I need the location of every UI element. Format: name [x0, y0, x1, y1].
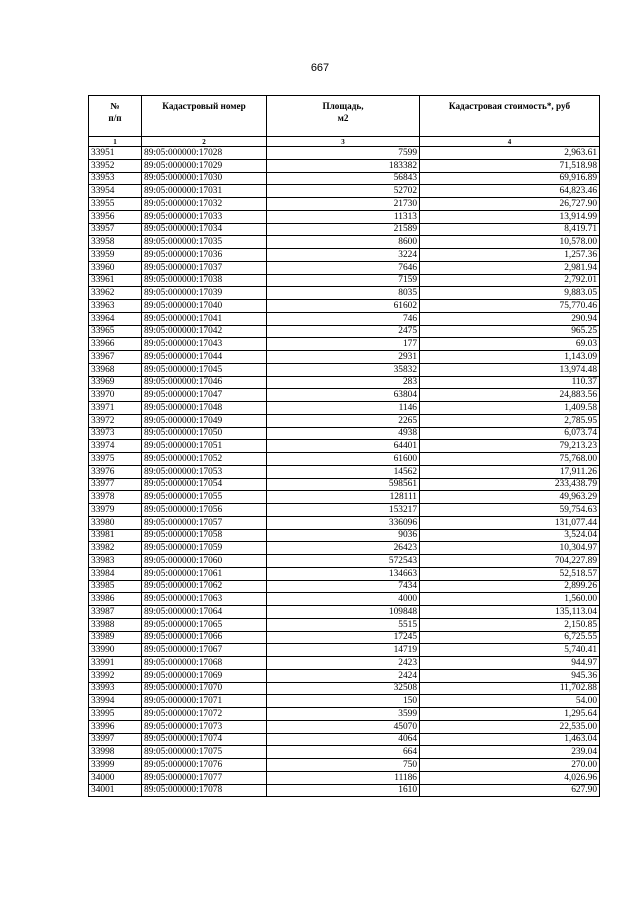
cell-index: 33971 — [89, 402, 142, 415]
table-row — [89, 580, 600, 593]
cell-area: 2265 — [267, 414, 420, 427]
table-row — [89, 376, 600, 389]
cell-cadastral-number: 89:05:000000:17059 — [142, 542, 267, 555]
cell-cadastral-value: 10,304.97 — [420, 542, 600, 555]
cell-cadastral-value: 2,792.01 — [420, 274, 600, 287]
table-row — [89, 644, 600, 657]
cell-cadastral-value: 13,974.48 — [420, 363, 600, 376]
cell-cadastral-number: 89:05:000000:17046 — [142, 376, 267, 389]
cell-index: 33985 — [89, 580, 142, 593]
column-number: 1 — [89, 137, 142, 147]
cell-cadastral-value: 2,899.26 — [420, 580, 600, 593]
cell-cadastral-value: 69,916.89 — [420, 172, 600, 185]
cell-cadastral-number: 89:05:000000:17074 — [142, 733, 267, 746]
cell-area: 7599 — [267, 147, 420, 160]
table-row — [89, 759, 600, 772]
cell-cadastral-number: 89:05:000000:17054 — [142, 478, 267, 491]
table-row — [89, 185, 600, 198]
cell-cadastral-number: 89:05:000000:17032 — [142, 198, 267, 211]
cell-cadastral-number: 89:05:000000:17068 — [142, 657, 267, 670]
table-row — [89, 300, 600, 313]
cell-cadastral-value: 49,963.29 — [420, 491, 600, 504]
column-number-row — [89, 137, 600, 147]
cell-area: 14719 — [267, 644, 420, 657]
cell-index: 33966 — [89, 338, 142, 351]
cell-cadastral-value: 22,535.00 — [420, 720, 600, 733]
header-cadastral-value: Кадастровая стоимость*, руб — [420, 96, 600, 137]
cell-index: 33975 — [89, 453, 142, 466]
cell-area: 750 — [267, 759, 420, 772]
cell-index: 33970 — [89, 389, 142, 402]
cell-cadastral-value: 110.37 — [420, 376, 600, 389]
cell-area: 7434 — [267, 580, 420, 593]
cell-cadastral-number: 89:05:000000:17041 — [142, 312, 267, 325]
cell-cadastral-value: 5,740.41 — [420, 644, 600, 657]
cell-cadastral-number: 89:05:000000:17039 — [142, 287, 267, 300]
cell-cadastral-number: 89:05:000000:17035 — [142, 236, 267, 249]
cell-area: 32508 — [267, 682, 420, 695]
cell-area: 45070 — [267, 720, 420, 733]
cell-cadastral-number: 89:05:000000:17058 — [142, 529, 267, 542]
table-row — [89, 682, 600, 695]
cell-area: 3224 — [267, 249, 420, 262]
cell-index: 33990 — [89, 644, 142, 657]
table-row — [89, 223, 600, 236]
cell-cadastral-value: 944.97 — [420, 657, 600, 670]
cell-cadastral-value: 6,725.55 — [420, 631, 600, 644]
cell-index: 33954 — [89, 185, 142, 198]
table-row — [89, 542, 600, 555]
cell-area: 746 — [267, 312, 420, 325]
cell-cadastral-value: 1,409.58 — [420, 402, 600, 415]
cell-index: 33979 — [89, 504, 142, 517]
cell-cadastral-number: 89:05:000000:17047 — [142, 389, 267, 402]
cell-index: 33968 — [89, 363, 142, 376]
table-row — [89, 325, 600, 338]
cell-cadastral-number: 89:05:000000:17063 — [142, 593, 267, 606]
table-row — [89, 491, 600, 504]
cell-cadastral-value: 11,702.88 — [420, 682, 600, 695]
table-row — [89, 351, 600, 364]
cell-index: 33986 — [89, 593, 142, 606]
table-row — [89, 695, 600, 708]
table-row — [89, 504, 600, 517]
cell-cadastral-value: 2,150.85 — [420, 618, 600, 631]
table-row — [89, 414, 600, 427]
header-area: Площадь, м2 — [267, 96, 420, 137]
cell-cadastral-value: 52,518.57 — [420, 567, 600, 580]
cell-cadastral-number: 89:05:000000:17036 — [142, 249, 267, 262]
table-row — [89, 210, 600, 223]
cell-area: 61600 — [267, 453, 420, 466]
cell-cadastral-number: 89:05:000000:17031 — [142, 185, 267, 198]
cell-area: 128111 — [267, 491, 420, 504]
cell-cadastral-number: 89:05:000000:17038 — [142, 274, 267, 287]
table-row — [89, 771, 600, 784]
cell-area: 572543 — [267, 555, 420, 568]
cell-index: 33959 — [89, 249, 142, 262]
cell-index: 33996 — [89, 720, 142, 733]
cell-cadastral-value: 1,295.64 — [420, 708, 600, 721]
cell-cadastral-number: 89:05:000000:17042 — [142, 325, 267, 338]
cell-cadastral-value: 8,419.71 — [420, 223, 600, 236]
cell-cadastral-number: 89:05:000000:17049 — [142, 414, 267, 427]
cell-cadastral-number: 89:05:000000:17071 — [142, 695, 267, 708]
table-row — [89, 708, 600, 721]
table-row — [89, 478, 600, 491]
cell-area: 1146 — [267, 402, 420, 415]
cell-cadastral-number: 89:05:000000:17050 — [142, 427, 267, 440]
cell-index: 33951 — [89, 147, 142, 160]
cell-cadastral-value: 64,823.46 — [420, 185, 600, 198]
cell-cadastral-number: 89:05:000000:17048 — [142, 402, 267, 415]
cell-cadastral-value: 965.25 — [420, 325, 600, 338]
cell-area: 11186 — [267, 771, 420, 784]
table-row — [89, 172, 600, 185]
cell-cadastral-value: 704,227.89 — [420, 555, 600, 568]
cell-cadastral-number: 89:05:000000:17072 — [142, 708, 267, 721]
cell-area: 17245 — [267, 631, 420, 644]
cell-area: 2424 — [267, 669, 420, 682]
cell-index: 33992 — [89, 669, 142, 682]
cell-cadastral-number: 89:05:000000:17043 — [142, 338, 267, 351]
table-row — [89, 389, 600, 402]
table-row — [89, 249, 600, 262]
table-row — [89, 720, 600, 733]
cell-cadastral-value: 1,143.09 — [420, 351, 600, 364]
cell-area: 14562 — [267, 465, 420, 478]
cell-cadastral-value: 17,911.26 — [420, 465, 600, 478]
cell-cadastral-value: 4,026.96 — [420, 771, 600, 784]
cell-cadastral-value: 75,768.00 — [420, 453, 600, 466]
cell-index: 33961 — [89, 274, 142, 287]
cell-index: 33988 — [89, 618, 142, 631]
cell-index: 33953 — [89, 172, 142, 185]
cell-area: 9036 — [267, 529, 420, 542]
cell-index: 33998 — [89, 746, 142, 759]
table-row — [89, 402, 600, 415]
table-row — [89, 567, 600, 580]
table-row — [89, 453, 600, 466]
table-row — [89, 159, 600, 172]
table-row — [89, 147, 600, 160]
cell-index: 33989 — [89, 631, 142, 644]
table-row — [89, 593, 600, 606]
cell-cadastral-value: 233,438.79 — [420, 478, 600, 491]
cell-cadastral-value: 26,727.90 — [420, 198, 600, 211]
cell-cadastral-value: 2,963.61 — [420, 147, 600, 160]
cell-index: 33962 — [89, 287, 142, 300]
table-row — [89, 529, 600, 542]
table-row — [89, 338, 600, 351]
cell-area: 1610 — [267, 784, 420, 797]
cell-cadastral-number: 89:05:000000:17076 — [142, 759, 267, 772]
cell-cadastral-number: 89:05:000000:17070 — [142, 682, 267, 695]
cell-cadastral-value: 2,785.95 — [420, 414, 600, 427]
cell-cadastral-number: 89:05:000000:17052 — [142, 453, 267, 466]
cell-index: 33980 — [89, 516, 142, 529]
cell-index: 33974 — [89, 440, 142, 453]
column-number: 3 — [267, 137, 420, 147]
cell-cadastral-value: 71,518.98 — [420, 159, 600, 172]
cell-index: 33969 — [89, 376, 142, 389]
cell-area: 26423 — [267, 542, 420, 555]
cell-area: 283 — [267, 376, 420, 389]
cell-cadastral-number: 89:05:000000:17075 — [142, 746, 267, 759]
table-row — [89, 427, 600, 440]
cell-area: 8035 — [267, 287, 420, 300]
page-number: 667 — [310, 62, 330, 74]
table-row — [89, 631, 600, 644]
cell-cadastral-value: 135,113.04 — [420, 606, 600, 619]
cell-area: 598561 — [267, 478, 420, 491]
cell-cadastral-number: 89:05:000000:17077 — [142, 771, 267, 784]
table-row — [89, 261, 600, 274]
cell-area: 4000 — [267, 593, 420, 606]
cell-cadastral-value: 10,578.00 — [420, 236, 600, 249]
table-row — [89, 657, 600, 670]
cell-index: 33965 — [89, 325, 142, 338]
cell-cadastral-number: 89:05:000000:17028 — [142, 147, 267, 160]
cell-index: 33984 — [89, 567, 142, 580]
cell-index: 33978 — [89, 491, 142, 504]
cell-index: 33964 — [89, 312, 142, 325]
table-row — [89, 287, 600, 300]
cell-area: 3599 — [267, 708, 420, 721]
cell-area: 336096 — [267, 516, 420, 529]
cell-cadastral-number: 89:05:000000:17061 — [142, 567, 267, 580]
cell-area: 64401 — [267, 440, 420, 453]
cell-cadastral-value: 131,077.44 — [420, 516, 600, 529]
cell-cadastral-number: 89:05:000000:17064 — [142, 606, 267, 619]
cell-area: 8600 — [267, 236, 420, 249]
cell-cadastral-value: 239.04 — [420, 746, 600, 759]
cell-area: 150 — [267, 695, 420, 708]
cell-cadastral-value: 54.00 — [420, 695, 600, 708]
cell-area: 177 — [267, 338, 420, 351]
cell-index: 33958 — [89, 236, 142, 249]
table-row — [89, 440, 600, 453]
column-number: 4 — [420, 137, 600, 147]
cell-area: 35832 — [267, 363, 420, 376]
cell-cadastral-value: 13,914.99 — [420, 210, 600, 223]
cell-index: 33973 — [89, 427, 142, 440]
table-row — [89, 669, 600, 682]
table-row — [89, 465, 600, 478]
cell-cadastral-number: 89:05:000000:17062 — [142, 580, 267, 593]
cell-cadastral-number: 89:05:000000:17045 — [142, 363, 267, 376]
cell-cadastral-value: 24,883.56 — [420, 389, 600, 402]
cell-area: 7646 — [267, 261, 420, 274]
cell-index: 33994 — [89, 695, 142, 708]
table-row — [89, 274, 600, 287]
cell-cadastral-number: 89:05:000000:17060 — [142, 555, 267, 568]
cell-index: 33963 — [89, 300, 142, 313]
cell-area: 4064 — [267, 733, 420, 746]
cell-cadastral-value: 79,213.23 — [420, 440, 600, 453]
cell-index: 33995 — [89, 708, 142, 721]
cell-cadastral-number: 89:05:000000:17066 — [142, 631, 267, 644]
cell-area: 21730 — [267, 198, 420, 211]
cell-cadastral-value: 9,883.05 — [420, 287, 600, 300]
cell-cadastral-number: 89:05:000000:17051 — [142, 440, 267, 453]
cell-index: 34001 — [89, 784, 142, 797]
cell-index: 33977 — [89, 478, 142, 491]
cell-cadastral-number: 89:05:000000:17056 — [142, 504, 267, 517]
cell-cadastral-value: 6,073.74 — [420, 427, 600, 440]
cell-area: 2475 — [267, 325, 420, 338]
cell-area: 5515 — [267, 618, 420, 631]
cell-index: 33997 — [89, 733, 142, 746]
cell-area: 21589 — [267, 223, 420, 236]
cell-area: 7159 — [267, 274, 420, 287]
cell-cadastral-value: 270.00 — [420, 759, 600, 772]
cell-cadastral-number: 89:05:000000:17065 — [142, 618, 267, 631]
cell-cadastral-number: 89:05:000000:17034 — [142, 223, 267, 236]
cell-area: 109848 — [267, 606, 420, 619]
table-row — [89, 198, 600, 211]
cell-index: 33993 — [89, 682, 142, 695]
cell-cadastral-number: 89:05:000000:17044 — [142, 351, 267, 364]
cell-cadastral-number: 89:05:000000:17037 — [142, 261, 267, 274]
cell-area: 4938 — [267, 427, 420, 440]
cell-cadastral-number: 89:05:000000:17067 — [142, 644, 267, 657]
cell-cadastral-value: 75,770.46 — [420, 300, 600, 313]
cell-cadastral-number: 89:05:000000:17069 — [142, 669, 267, 682]
column-number: 2 — [142, 137, 267, 147]
table-row — [89, 516, 600, 529]
cell-index: 33999 — [89, 759, 142, 772]
cell-cadastral-number: 89:05:000000:17053 — [142, 465, 267, 478]
cell-cadastral-number: 89:05:000000:17033 — [142, 210, 267, 223]
cell-area: 11313 — [267, 210, 420, 223]
cell-index: 33960 — [89, 261, 142, 274]
table-row — [89, 784, 600, 797]
cell-index: 33983 — [89, 555, 142, 568]
cell-cadastral-number: 89:05:000000:17029 — [142, 159, 267, 172]
cell-cadastral-value: 2,981.94 — [420, 261, 600, 274]
cell-cadastral-value: 3,524.04 — [420, 529, 600, 542]
table-row — [89, 236, 600, 249]
cell-index: 33987 — [89, 606, 142, 619]
table-body — [89, 147, 600, 797]
cell-cadastral-value: 945.36 — [420, 669, 600, 682]
cell-cadastral-number: 89:05:000000:17030 — [142, 172, 267, 185]
cell-area: 664 — [267, 746, 420, 759]
header-cadastral-number: Кадастровый номер — [142, 96, 267, 137]
table-row — [89, 618, 600, 631]
cadastre-table — [88, 95, 600, 797]
cell-index: 33952 — [89, 159, 142, 172]
cell-area: 63804 — [267, 389, 420, 402]
cell-area: 183382 — [267, 159, 420, 172]
cell-cadastral-value: 69.03 — [420, 338, 600, 351]
cell-cadastral-value: 290.94 — [420, 312, 600, 325]
cell-area: 61602 — [267, 300, 420, 313]
cell-area: 134663 — [267, 567, 420, 580]
table-row — [89, 363, 600, 376]
cell-cadastral-number: 89:05:000000:17078 — [142, 784, 267, 797]
header-row — [89, 96, 600, 137]
cell-area: 2931 — [267, 351, 420, 364]
cell-cadastral-value: 627.90 — [420, 784, 600, 797]
cell-cadastral-number: 89:05:000000:17055 — [142, 491, 267, 504]
cell-cadastral-value: 1,463.04 — [420, 733, 600, 746]
cell-cadastral-number: 89:05:000000:17040 — [142, 300, 267, 313]
cell-area: 56843 — [267, 172, 420, 185]
cell-index: 33967 — [89, 351, 142, 364]
table-row — [89, 312, 600, 325]
cell-cadastral-number: 89:05:000000:17057 — [142, 516, 267, 529]
cell-index: 33956 — [89, 210, 142, 223]
cell-cadastral-value: 1,257.36 — [420, 249, 600, 262]
cell-index: 33982 — [89, 542, 142, 555]
cell-cadastral-number: 89:05:000000:17073 — [142, 720, 267, 733]
cell-cadastral-value: 59,754.63 — [420, 504, 600, 517]
cell-index: 33981 — [89, 529, 142, 542]
cell-index: 33955 — [89, 198, 142, 211]
cell-index: 33972 — [89, 414, 142, 427]
cell-index: 34000 — [89, 771, 142, 784]
table-row — [89, 733, 600, 746]
cell-area: 153217 — [267, 504, 420, 517]
table-row — [89, 606, 600, 619]
cell-index: 33991 — [89, 657, 142, 670]
cell-index: 33976 — [89, 465, 142, 478]
cell-area: 2423 — [267, 657, 420, 670]
table-row — [89, 746, 600, 759]
table-row — [89, 555, 600, 568]
cell-cadastral-value: 1,560.00 — [420, 593, 600, 606]
cell-index: 33957 — [89, 223, 142, 236]
header-index: № п/п — [89, 96, 142, 137]
cell-area: 52702 — [267, 185, 420, 198]
